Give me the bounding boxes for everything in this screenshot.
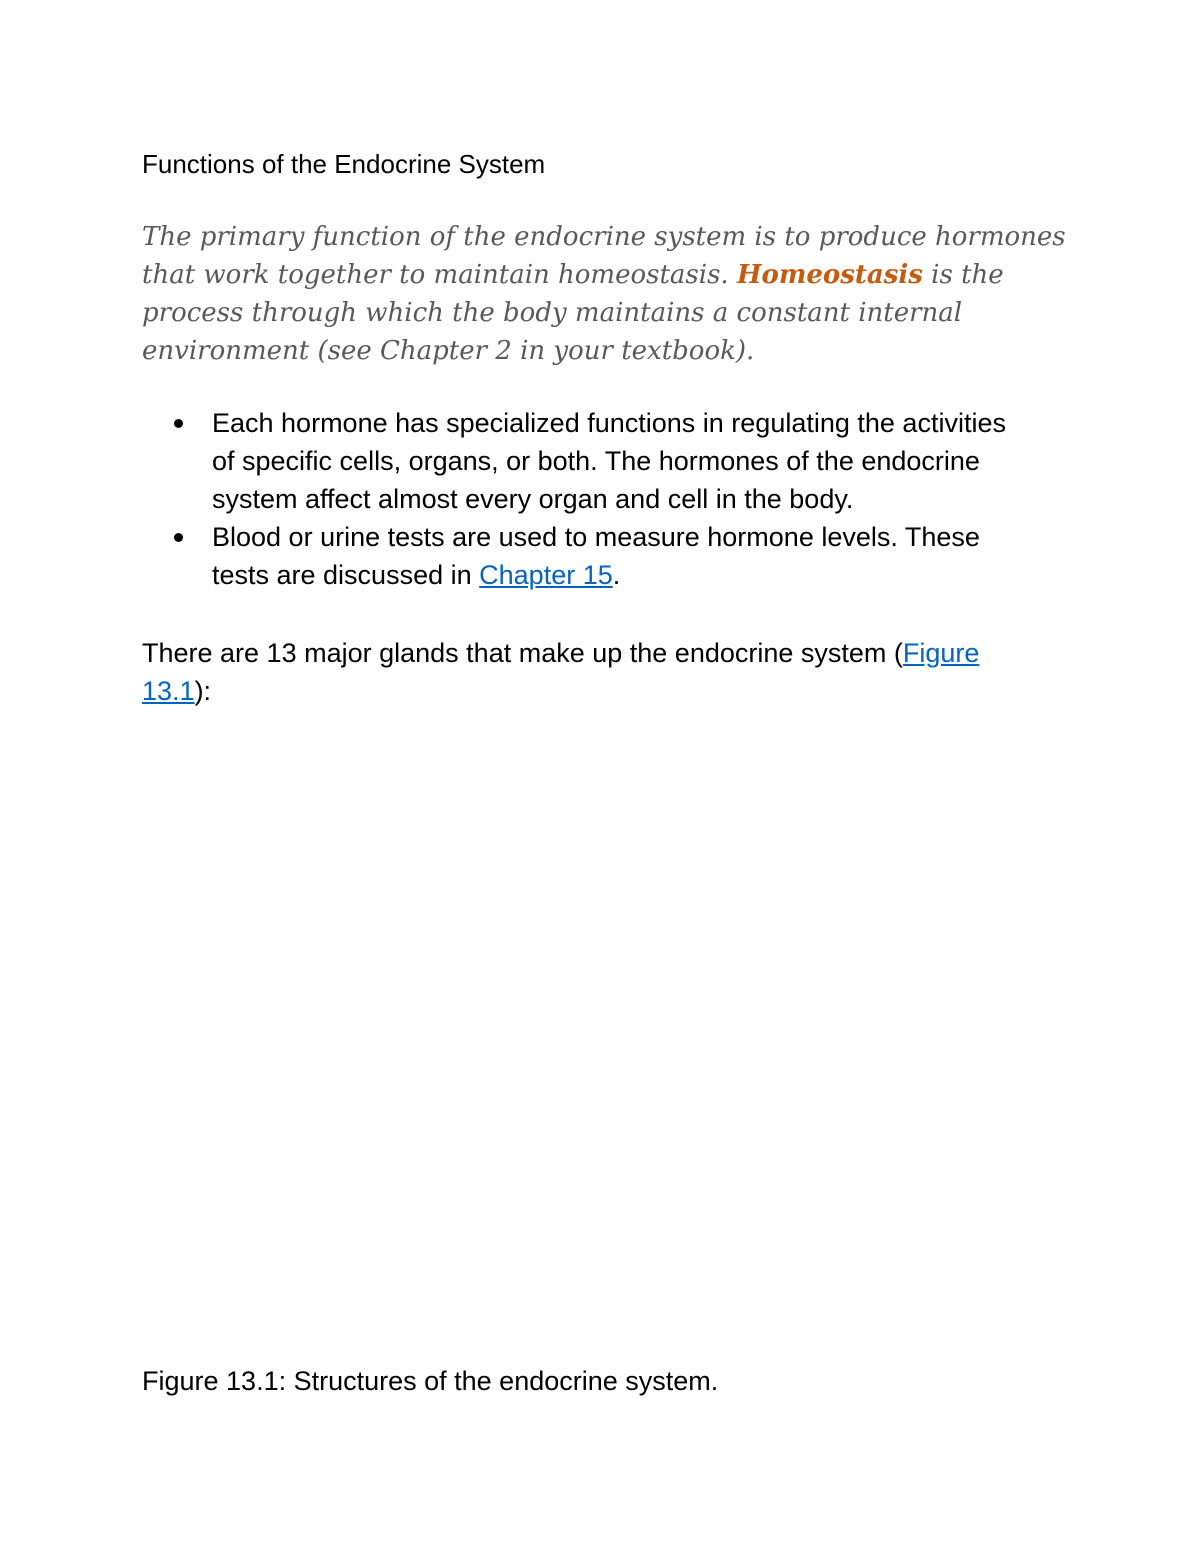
- intro-line: [142, 256, 1062, 294]
- list-item: [142, 404, 1092, 518]
- intro-line: environment (see Chapter 2 in your textbook).: [142, 336, 755, 366]
- homeostasis-term: Homeostasis: [736, 260, 923, 290]
- list-item-line: Blood or urine tests are used to measure hormone levels. These: [212, 522, 980, 552]
- bullet-list: [142, 404, 1092, 594]
- list-item-text: .: [612, 560, 621, 590]
- list-item-line: system affect almost every organ and cell in the body.: [212, 484, 854, 514]
- glands-line: [142, 634, 979, 672]
- intro-line: The primary function of the endocrine system is to produce hormones: [142, 222, 1066, 252]
- figure-link[interactable]: 13.1: [142, 676, 195, 706]
- list-item-line: [212, 556, 1092, 594]
- list-item-line: Each hormone has specialized functions in regulating the activities: [212, 408, 1006, 438]
- figure-link[interactable]: Figure: [902, 638, 980, 668]
- glands-paragraph: [142, 634, 979, 710]
- glands-text: There are 13 major glands that make up the endocrine system (: [142, 638, 903, 668]
- intro-text: is the: [922, 260, 1004, 290]
- chapter-15-link[interactable]: Chapter 15: [479, 560, 613, 590]
- section-heading: Functions of the Endocrine System: [142, 149, 546, 179]
- list-item: [142, 518, 1092, 594]
- glands-text: ):: [194, 676, 212, 706]
- intro-text: that work together to maintain homeostasis.: [142, 260, 737, 290]
- intro-line: process through which the body maintains a constant internal: [142, 298, 963, 328]
- bullet-icon: [174, 419, 183, 428]
- list-item-line: of specific cells, organs, or both. The hormones of the endocrine: [212, 446, 980, 476]
- intro-paragraph: [142, 218, 1066, 370]
- list-item-text: tests are discussed in: [212, 560, 480, 590]
- glands-line: [142, 672, 979, 710]
- figure-caption: Figure 13.1: Structures of the endocrine system.: [142, 1366, 719, 1396]
- bullet-icon: [174, 533, 183, 542]
